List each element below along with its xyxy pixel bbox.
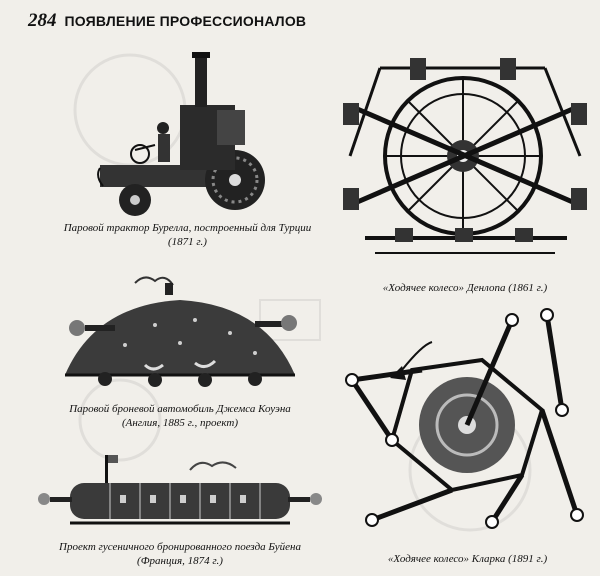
figure-caption-denlop [340, 281, 590, 295]
caption-line: Проект гусеничного бронированного поезда Буйена [59, 541, 301, 553]
caption-line: (1871 г.) [168, 236, 207, 248]
burrell-tractor-illustration [95, 50, 275, 218]
caption-line: «Ходячее колесо» Кларка (1891 г.) [387, 553, 548, 565]
section-title: ПОЯВЛЕНИЕ ПРОФЕССИОНАЛОВ [64, 13, 307, 29]
caption-line: (Англия, 1885 г., проект) [121, 417, 239, 429]
page-header [28, 10, 306, 36]
clark-walking-wheel-illustration [332, 300, 594, 538]
caption-line: (Франция, 1874 г.) [137, 555, 223, 567]
caption-line: Паровой броневой автомобиль Джемса Коуэна [69, 403, 291, 415]
caption-line: «Ходячее колесо» Денлопа (1861 г.) [382, 282, 548, 294]
figure-caption-clark [345, 552, 590, 566]
denlop-walking-wheel-illustration [335, 48, 597, 266]
page-number: 284 [28, 10, 57, 31]
figure-caption-bouyen [40, 540, 320, 568]
caption-line: Паровой трактор Бурелла, построенный для Турции [63, 222, 312, 234]
figure-caption-burrell [55, 221, 320, 249]
bouyen-armoured-train-illustration [30, 445, 325, 533]
figure-caption-cowan [40, 402, 320, 430]
cowan-armoured-car-illustration [55, 265, 305, 395]
